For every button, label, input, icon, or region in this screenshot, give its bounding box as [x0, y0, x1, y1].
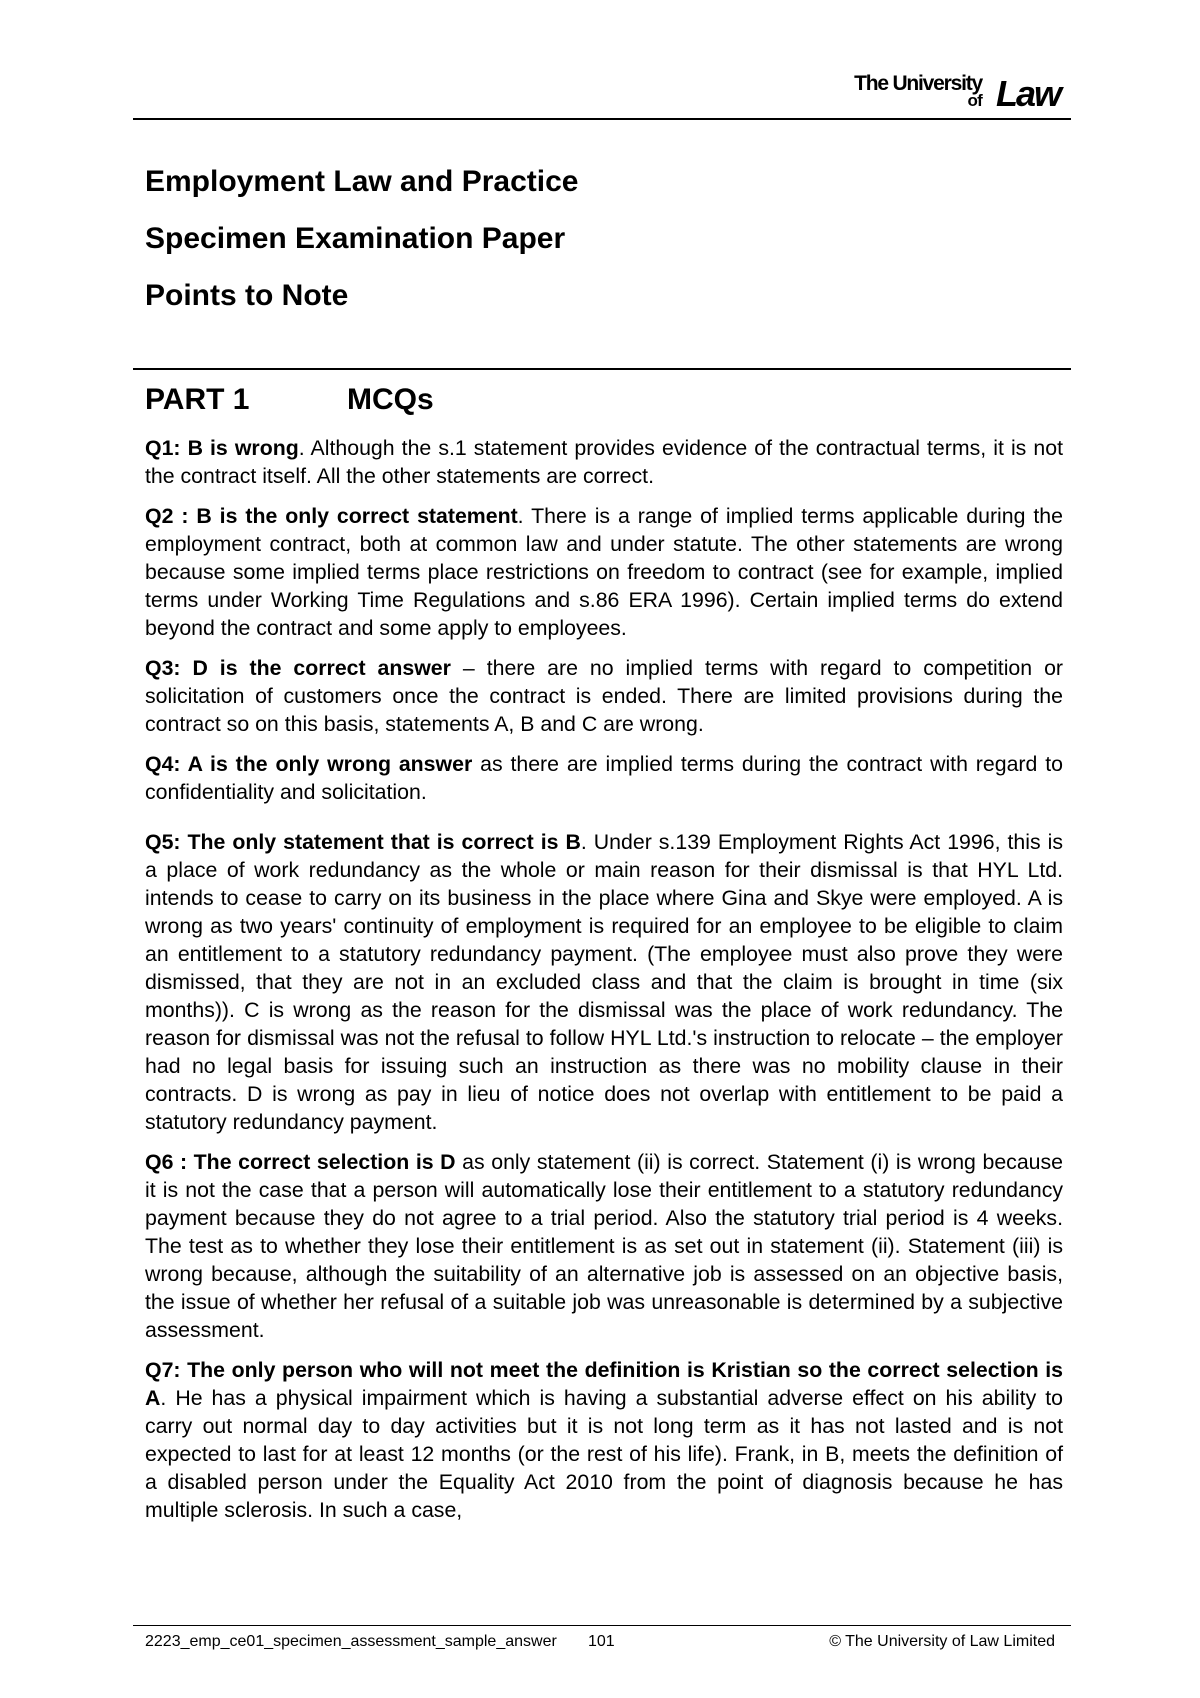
answer-q2 — [145, 502, 1063, 642]
copyright-notice: © The University of Law Limited — [829, 1633, 1055, 1650]
answers-body — [145, 434, 1063, 1536]
document-titles — [145, 165, 578, 336]
answer-q5-lead: Q5: The only statement that is correct is B — [145, 830, 581, 854]
part-number: PART 1 — [145, 383, 250, 416]
logo-line-2: of — [967, 91, 982, 110]
answer-q4 — [145, 750, 1063, 806]
answer-q7-lead: Q7: The only person who will not meet the definition is Kristian so the correct selection is A — [145, 1358, 1063, 1410]
document-reference: 2223_emp_ce01_specimen_assessment_sample_answer — [145, 1633, 557, 1650]
title-paper: Specimen Examination Paper — [145, 222, 566, 255]
answer-q5 — [145, 828, 1063, 1136]
logo-line-1: The University — [854, 72, 982, 95]
answer-q6-text: as only statement (ii) is correct. Statement (i) is wrong because it is not the case that a person will automatically lose their entitlement to a statutory redundancy payment because they do not agree to a trial period. Also the statutory trial period is 4 weeks. The test as to whether they lose their entitlement is as set out in statement (ii). Statement (iii) is wrong because, although the suitability of an alternative job is assessed on an objective basis, the issue of whether her refusal of a suitable job was unreasonable is determined by a subjective assessment. — [145, 1150, 1064, 1342]
answer-q7-text: . He has a physical impairment which is having a substantial adverse effect on his ability to carry out normal day to day activities but it is not long term as it has not lasted and is not expected to last for at least 12 months (or the rest of his life). Frank, in B, meets the definition of a disabled person under the Equality Act 2010 from the point of diagnosis because he has multiple sclerosis. In such a case, — [145, 1386, 1063, 1522]
answer-q2-lead: Q2 : B is the only correct statement — [145, 504, 518, 528]
answer-q7 — [145, 1356, 1063, 1524]
answer-q1 — [145, 434, 1063, 490]
answer-q2-text: . There is a range of implied terms applicable during the employment contract, both at common law and under statute. The other statements are wrong because some implied terms place restrictions on freedom to contract (see for example, implied terms under Working Time Regulations and s.86 ERA 1996). Certain implied terms do extend beyond the contract and some apply to employees. — [145, 504, 1063, 640]
answer-q3-lead: Q3: D is the correct answer — [145, 656, 451, 680]
page-number: 101 — [588, 1633, 615, 1650]
answer-q5-text: . Under s.139 Employment Rights Act 1996, this is a place of work redundancy as the whole or main reason for their dismissal is that HYL Ltd. intends to cease to carry on its business in the place where Gina and Skye were employed. A is wrong as two years' continuity of employment is required for an employee to be eligible to claim an entitlement to a statutory redundancy payment. (The employee must also prove they were dismissed, that they are not in an excluded class and that the claim is brought in time (six months)). C is wrong as the reason for the dismissal was the place of work redundancy. The reason for dismissal was not the refusal to follow HYL Ltd.'s instruction to relocate – the employer had no legal basis for issuing such an instruction as there was no mobility clause in their contracts. D is wrong as pay in lieu of notice does not overlap with entitlement to be paid a statutory redundancy payment. — [145, 830, 1063, 1134]
answer-q4-lead: Q4: A is the only wrong answer — [145, 752, 473, 776]
answer-q6-lead: Q6 : The correct selection is D — [145, 1150, 456, 1174]
title-section: Points to Note — [145, 279, 349, 312]
answer-q1-text: . Although the s.1 statement provides evidence of the contractual terms, it is not the contract itself. All the other statements are correct. — [145, 436, 1063, 488]
part-heading — [145, 380, 434, 420]
title-course: Employment Law and Practice — [145, 165, 579, 198]
logo-line-3: Law — [995, 73, 1060, 114]
header-divider — [133, 118, 1071, 120]
section-divider — [133, 368, 1071, 370]
footer-divider — [133, 1625, 1071, 1626]
answer-q6 — [145, 1148, 1063, 1344]
part-name: MCQs — [347, 383, 434, 416]
answer-q1-lead: Q1: B is wrong — [145, 436, 299, 460]
answer-q3 — [145, 654, 1063, 738]
answer-q3-text: – there are no implied terms with regard to competition or solicitation of customers once the contract is ended. There are limited provisions during the contract so on this basis, statements A, B and C are wrong. — [145, 656, 1063, 736]
university-logo — [850, 70, 1060, 114]
answer-q4-text: as there are implied terms during the contract with regard to confidentiality and solicitation. — [145, 752, 1063, 804]
